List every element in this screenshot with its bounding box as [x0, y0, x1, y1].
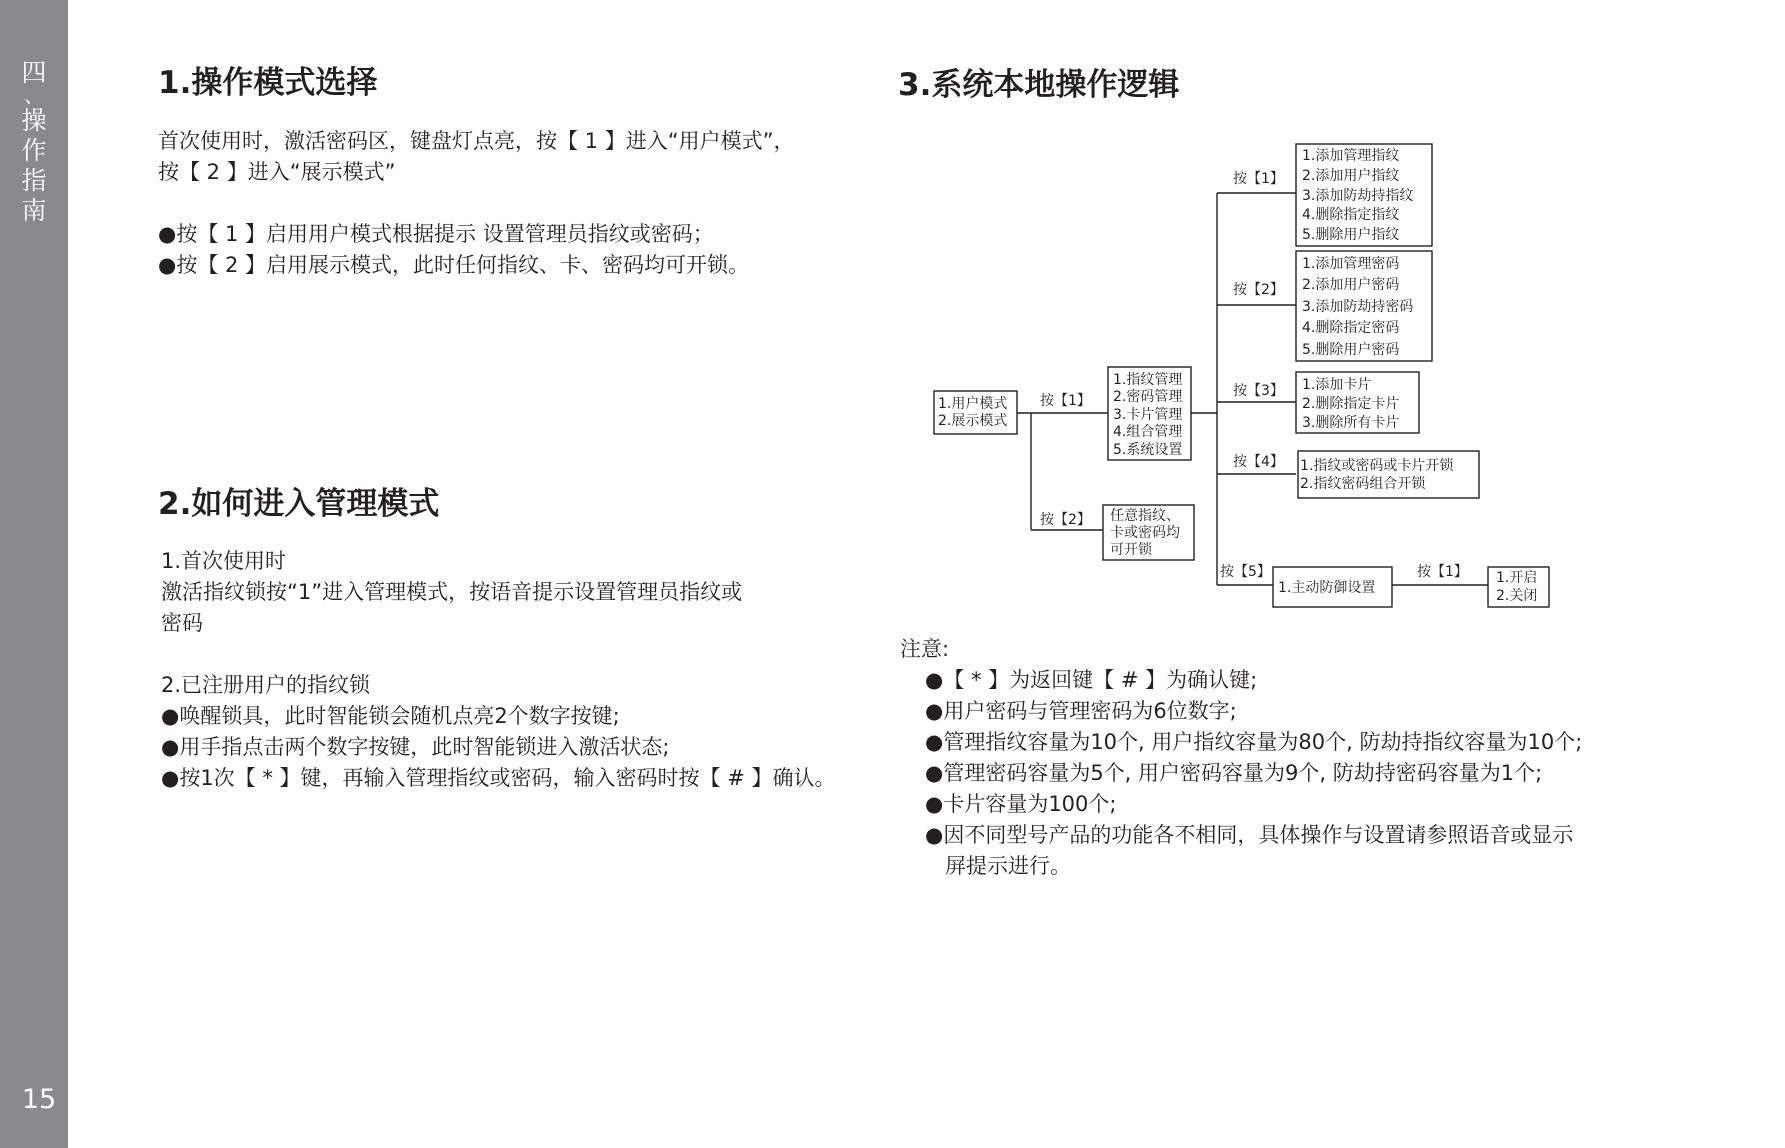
defense-text: 1.主动防御设置	[1278, 580, 1376, 596]
notes-list	[925, 665, 1582, 882]
fingerprint-line: 1.添加管理指纹	[1302, 148, 1400, 164]
card-line: 1.添加卡片	[1302, 377, 1372, 393]
password-line: 1.添加管理密码	[1302, 256, 1400, 272]
card-line: 3.删除所有卡片	[1302, 415, 1400, 431]
chapter-char: 作	[21, 136, 47, 165]
onoff-line: 1.开启	[1496, 570, 1538, 586]
text-line: ●用手指点击两个数字按键，此时智能锁进入激活状态;	[161, 735, 670, 759]
key2-label: 按【2】	[1233, 282, 1284, 298]
manage-line: 3.卡片管理	[1113, 407, 1183, 423]
section1-title: 1.操作模式选择	[158, 65, 378, 101]
note-item: ●【 * 】为返回键【 # 】为确认键;	[925, 668, 1258, 692]
onoff-line: 2.关闭	[1496, 588, 1538, 604]
key4-label: 按【4】	[1233, 454, 1284, 470]
text-line: ●按【 1 】启用用户模式根据提示 设置管理员指纹或密码；	[158, 222, 714, 246]
demo-line: 可开锁	[1110, 542, 1152, 558]
note-item: ●卡片容量为100个;	[925, 792, 1117, 816]
password-line: 4.删除指定密码	[1302, 320, 1400, 336]
text-line: 2.已注册用户的指纹锁	[161, 673, 371, 697]
chapter-char: 操	[21, 106, 47, 135]
card-line: 2.删除指定卡片	[1302, 396, 1400, 412]
chapter-char: 四	[21, 58, 47, 87]
root-key1-label: 按【1】	[1040, 393, 1091, 409]
note-item: ●管理密码容量为5个, 用户密码容量为9个, 防劫持密码容量为1个;	[925, 761, 1543, 785]
key1-label: 按【1】	[1233, 171, 1284, 187]
key3-label: 按【3】	[1233, 383, 1284, 399]
section3-title: 3.系统本地操作逻辑	[898, 67, 1180, 103]
chapter-char: 南	[21, 196, 47, 225]
manage-line: 2.密码管理	[1113, 389, 1183, 405]
fingerprint-line: 2.添加用户指纹	[1302, 168, 1400, 184]
password-line: 2.添加用户密码	[1302, 277, 1400, 293]
defense-key-label: 按【1】	[1417, 564, 1468, 580]
chapter-char: 指	[21, 166, 47, 195]
root-line: 2.展示模式	[938, 413, 1008, 429]
combo-line: 2.指纹密码组合开锁	[1300, 476, 1426, 492]
password-line: 5.删除用户密码	[1302, 342, 1400, 358]
fingerprint-line: 5.删除用户指纹	[1302, 227, 1400, 243]
key5-label: 按【5】	[1220, 564, 1271, 580]
manage-line: 4.组合管理	[1113, 424, 1183, 440]
text-line: 激活指纹锁按“1”进入管理模式，按语音提示设置管理员指纹或	[161, 580, 743, 604]
manage-line: 5.系统设置	[1113, 442, 1183, 458]
demo-line: 卡或密码均	[1110, 525, 1180, 541]
password-line: 3.添加防劫持密码	[1302, 299, 1414, 315]
root-line: 1.用户模式	[938, 396, 1008, 412]
page-number: 15	[21, 1084, 57, 1115]
text-line: ●按【 2 】启用展示模式，此时任何指纹、卡、密码均可开锁。	[158, 253, 750, 277]
text-line: ●唤醒锁具，此时智能锁会随机点亮2个数字按键;	[161, 704, 620, 728]
notes-title: 注意:	[900, 637, 950, 661]
note-item: ●管理指纹容量为10个, 用户指纹容量为80个, 防劫持指纹容量为10个;	[925, 730, 1583, 754]
chapter-char: 、	[24, 83, 44, 107]
text-line: 首次使用时，激活密码区，键盘灯点亮，按【 1 】进入“用户模式”，	[158, 129, 795, 153]
demo-line: 任意指纹、	[1110, 508, 1180, 524]
text-line: 1.首次使用时	[161, 549, 287, 573]
text-line: ●按1次【 * 】键，再输入管理指纹或密码，输入密码时按【 # 】确认。	[161, 766, 836, 790]
fingerprint-line: 4.删除指定指纹	[1302, 207, 1400, 223]
fingerprint-line: 3.添加防劫持指纹	[1302, 188, 1414, 204]
note-item: 屏提示进行。	[925, 854, 1072, 878]
combo-line: 1.指纹或密码或卡片开锁	[1300, 458, 1454, 474]
manage-line: 1.指纹管理	[1113, 372, 1183, 388]
note-item: ●用户密码与管理密码为6位数字;	[925, 699, 1237, 723]
text-line: 按【 2 】进入“展示模式”	[158, 160, 396, 184]
section2-title: 2.如何进入管理模式	[158, 486, 440, 522]
text-line: 密码	[161, 611, 203, 635]
note-item: ●因不同型号产品的功能各不相同，具体操作与设置请参照语音或显示	[925, 823, 1574, 847]
root-key2-label: 按【2】	[1040, 512, 1091, 528]
